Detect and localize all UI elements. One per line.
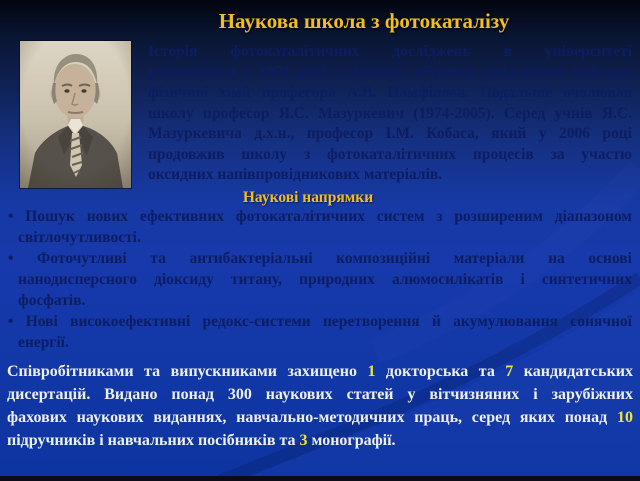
highlight-number: 1 bbox=[367, 363, 376, 380]
highlight-number: 7 bbox=[505, 363, 514, 380]
highlight-number: 3 bbox=[299, 432, 308, 449]
summary-text: докторська та bbox=[375, 363, 506, 380]
intro-line: школу професор Я.С. Мазуркевич (1974-2005). Серед учнів Я.С. bbox=[148, 104, 632, 122]
bullet-marker: • bbox=[8, 313, 14, 330]
summary-text: фахових наукових виданнях, навчально-методичних праць, серед яких понад bbox=[7, 409, 617, 426]
intro-line: Мазуркевича д.х.н., професор І.М. Кобаса, який у 2006 році bbox=[148, 125, 632, 142]
portrait-photo bbox=[20, 41, 131, 188]
summary-text: монографії. bbox=[307, 432, 396, 449]
section-header: Наукові напрямки bbox=[242, 189, 374, 206]
highlight-number: 10 bbox=[617, 409, 633, 426]
summary-paragraph bbox=[7, 360, 633, 452]
bullet-line: енергії. bbox=[18, 334, 69, 351]
bullet-line: світлочутливості. bbox=[18, 229, 141, 246]
summary-line bbox=[7, 383, 633, 406]
summary-text: кандидатських bbox=[513, 363, 634, 380]
intro-line: продовжив школу з фотокаталітичних процесів за участю bbox=[148, 145, 632, 163]
bullet-list bbox=[8, 206, 632, 353]
bullet-line: • Фоточутливі та антибактеріальні композиційні матеріали на основі bbox=[8, 250, 632, 267]
intro-paragraph bbox=[148, 42, 632, 186]
bullet-marker: • bbox=[8, 208, 14, 225]
intro-line: розпочалася у 1954 році з моменту обрання завідувачем кафедри bbox=[148, 63, 632, 81]
intro-line: Історія фотокаталітичних досліджень в університеті bbox=[148, 43, 632, 60]
summary-text: підручників і навчальних посібників та bbox=[7, 432, 300, 449]
summary-text: Співробітниками та випускниками захищено bbox=[7, 363, 368, 380]
slide-title: Наукова школа з фотокаталізу bbox=[218, 9, 510, 33]
bottom-edge-strip bbox=[0, 476, 640, 481]
bullet-line: фосфатів. bbox=[18, 292, 86, 309]
bullet-line: нанодисперсного діоксиду титану, природних алюмосилікатів і синтетичних bbox=[18, 271, 632, 288]
summary-line bbox=[7, 360, 633, 383]
portrait-photo-image bbox=[20, 41, 131, 188]
summary-line bbox=[7, 406, 633, 429]
summary-text: дисертацій. Видано понад 300 наукових статей у вітчизняних і зарубіжних bbox=[7, 386, 633, 403]
bullet-line: • Пошук нових ефективних фотокаталітичних систем з розширеним діапазоном bbox=[8, 208, 632, 225]
bullet-line: • Нові високоефективні редокс-системи перетворення й акумулювання сонячної bbox=[8, 313, 632, 330]
intro-line: оксидних напівпровідникових матеріалів. bbox=[148, 166, 443, 183]
bullet-marker: • bbox=[8, 250, 14, 267]
intro-line: фізичної хімії професора А.В. Памфілова. Подальше очолював bbox=[148, 84, 632, 101]
summary-line bbox=[7, 429, 633, 452]
